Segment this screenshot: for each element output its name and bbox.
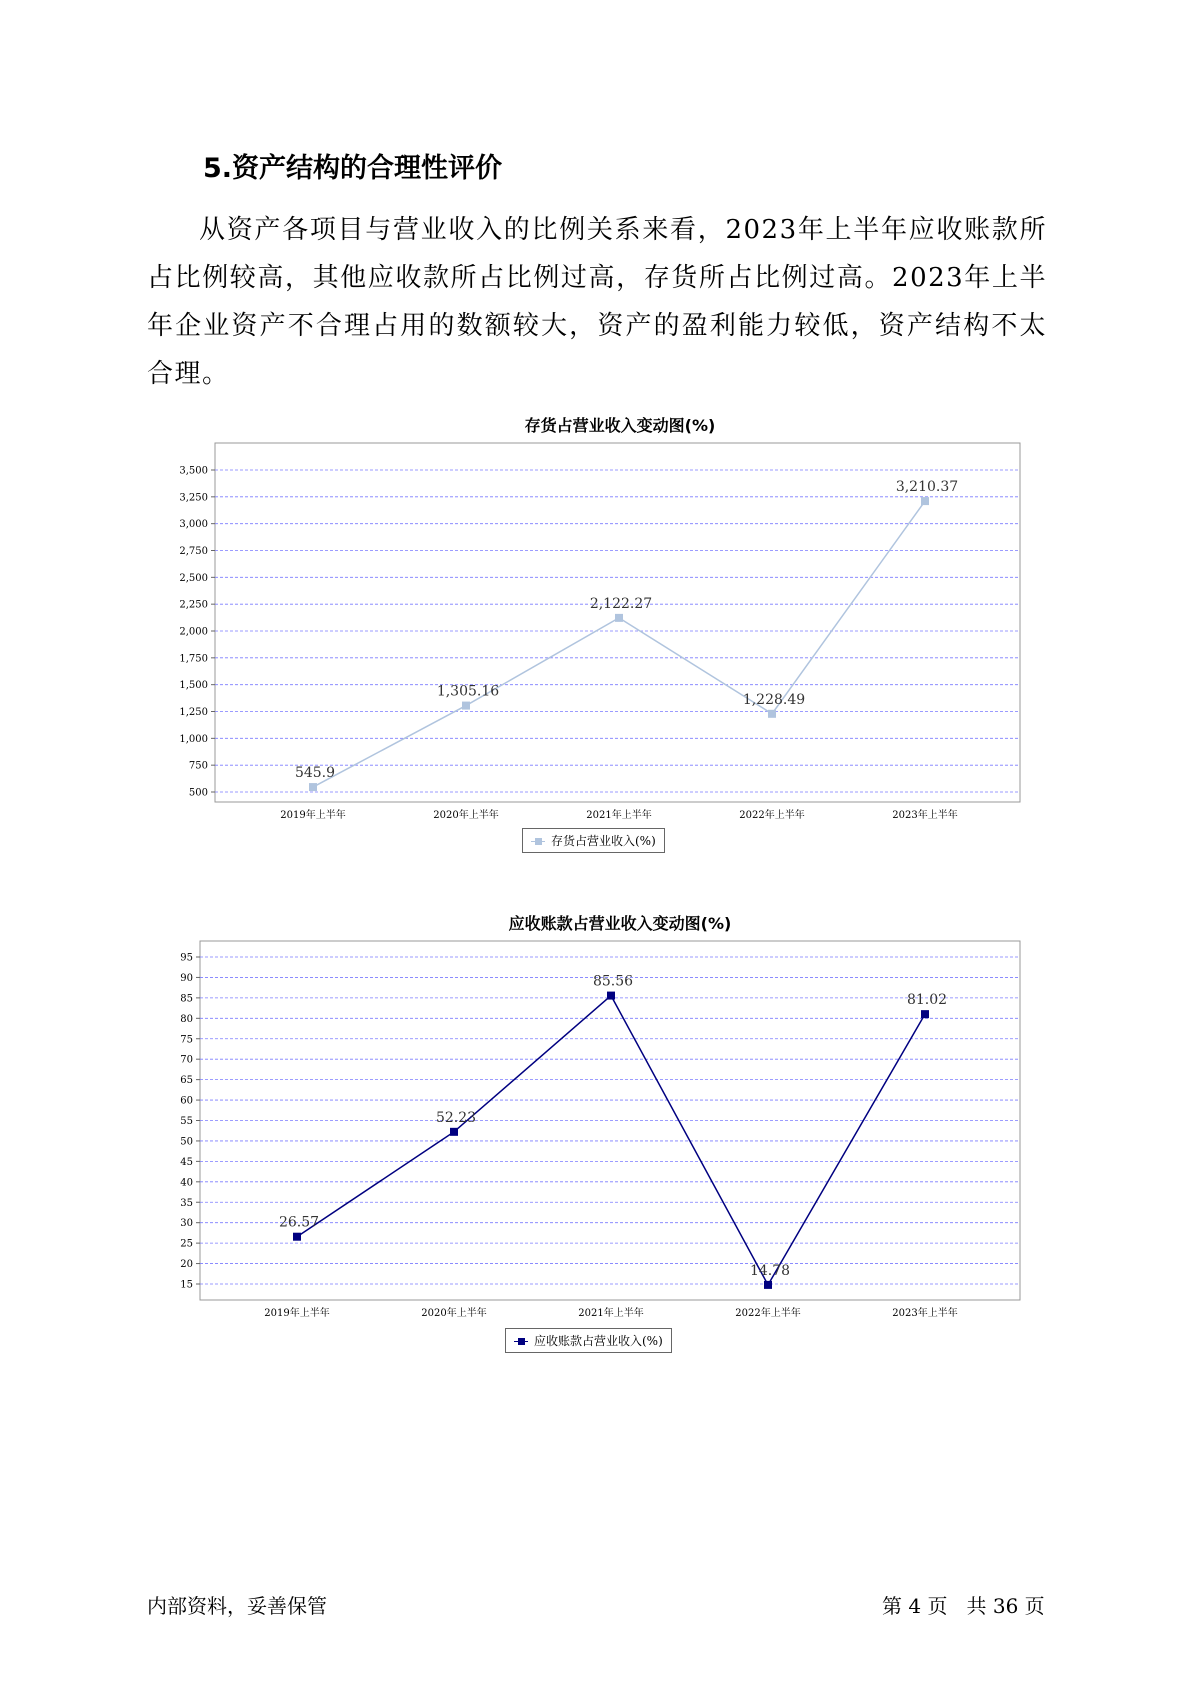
data-label: 81.02 bbox=[906, 992, 948, 1009]
y-tick-label: 30 bbox=[180, 1218, 193, 1230]
footer-confidential-note: 内部资料，妥善保管 bbox=[147, 1594, 327, 1618]
y-tick-label: 25 bbox=[180, 1238, 193, 1250]
receivables-legend-label: 应收账款占营业收入(%) bbox=[534, 1334, 663, 1348]
x-tick-label: 2021年上半年 bbox=[586, 810, 652, 821]
y-tick-label: 1,500 bbox=[179, 680, 208, 692]
y-tick-label: 3,000 bbox=[179, 519, 208, 531]
section-heading: 5.资产结构的合理性评价 bbox=[203, 153, 503, 184]
y-tick-label: 3,250 bbox=[179, 492, 208, 504]
y-tick-label: 50 bbox=[180, 1136, 193, 1148]
x-tick-label: 2019年上半年 bbox=[264, 1308, 330, 1319]
y-tick-label: 65 bbox=[180, 1075, 193, 1087]
data-point bbox=[293, 1233, 301, 1241]
x-tick-label: 2023年上半年 bbox=[892, 810, 958, 821]
data-label: 3,210.37 bbox=[895, 479, 959, 496]
y-tick-label: 2,000 bbox=[179, 626, 208, 638]
data-label: 85.56 bbox=[592, 973, 634, 990]
y-tick-label: 2,500 bbox=[179, 572, 208, 584]
y-tick-label: 70 bbox=[180, 1054, 193, 1066]
y-tick-label: 45 bbox=[180, 1156, 193, 1168]
x-tick-label: 2023年上半年 bbox=[892, 1308, 958, 1319]
y-tick-label: 750 bbox=[188, 760, 208, 772]
data-label: 52.23 bbox=[435, 1109, 477, 1126]
receivables-chart-title: 应收账款占营业收入变动图(%) bbox=[508, 914, 732, 933]
x-tick-label: 2021年上半年 bbox=[578, 1308, 644, 1319]
data-label: 1,305.16 bbox=[436, 683, 500, 700]
x-tick-label: 2020年上半年 bbox=[421, 1308, 487, 1319]
legend-marker-icon bbox=[514, 1336, 528, 1346]
y-tick-label: 60 bbox=[180, 1095, 193, 1107]
data-label: 14.78 bbox=[749, 1262, 791, 1279]
data-point bbox=[921, 1010, 929, 1018]
y-tick-label: 20 bbox=[180, 1259, 193, 1271]
footer-page-number: 第 4 页 共 36 页 bbox=[882, 1594, 1045, 1618]
y-tick-label: 500 bbox=[188, 787, 208, 799]
data-label: 545.9 bbox=[294, 765, 336, 782]
y-tick-label: 1,750 bbox=[179, 653, 208, 665]
y-tick-label: 3,500 bbox=[179, 465, 208, 477]
y-tick-label: 35 bbox=[180, 1197, 193, 1209]
y-tick-label: 40 bbox=[180, 1177, 193, 1189]
y-tick-label: 90 bbox=[180, 972, 193, 984]
data-point bbox=[607, 992, 615, 1000]
data-label: 2,122.27 bbox=[589, 595, 653, 612]
y-tick-label: 80 bbox=[180, 1013, 193, 1025]
inventory-chart-title: 存货占营业收入变动图(%) bbox=[524, 416, 716, 435]
data-point bbox=[764, 1281, 772, 1289]
y-tick-label: 1,000 bbox=[179, 733, 208, 745]
x-tick-label: 2019年上半年 bbox=[280, 810, 346, 821]
y-tick-label: 55 bbox=[180, 1116, 193, 1127]
data-label: 26.57 bbox=[278, 1214, 320, 1231]
x-tick-label: 2022年上半年 bbox=[735, 1308, 801, 1319]
y-tick-label: 2,250 bbox=[179, 599, 208, 611]
receivables-legend bbox=[505, 1328, 672, 1353]
y-tick-label: 75 bbox=[180, 1034, 193, 1046]
x-tick-label: 2020年上半年 bbox=[433, 810, 499, 821]
y-tick-label: 2,750 bbox=[179, 546, 208, 557]
data-point bbox=[450, 1128, 458, 1136]
data-label: 1,228.49 bbox=[742, 691, 806, 708]
y-tick-label: 1,250 bbox=[179, 707, 208, 718]
y-tick-label: 95 bbox=[180, 952, 193, 964]
y-tick-label: 15 bbox=[180, 1279, 193, 1291]
x-tick-label: 2022年上半年 bbox=[739, 810, 805, 821]
analysis-paragraph: 从资产各项目与营业收入的比例关系来看，2023年上半年应收账款所占比例较高，其他应收款所占比例过高，存货所占比例过高。2023年上半年企业资产不合理占用的数额较大，资产的盈利能力较低，资产结构不太合理。 bbox=[147, 215, 1047, 389]
y-tick-label: 85 bbox=[180, 993, 193, 1005]
inventory-legend-label: 存货占营业收入(%) bbox=[551, 834, 656, 848]
